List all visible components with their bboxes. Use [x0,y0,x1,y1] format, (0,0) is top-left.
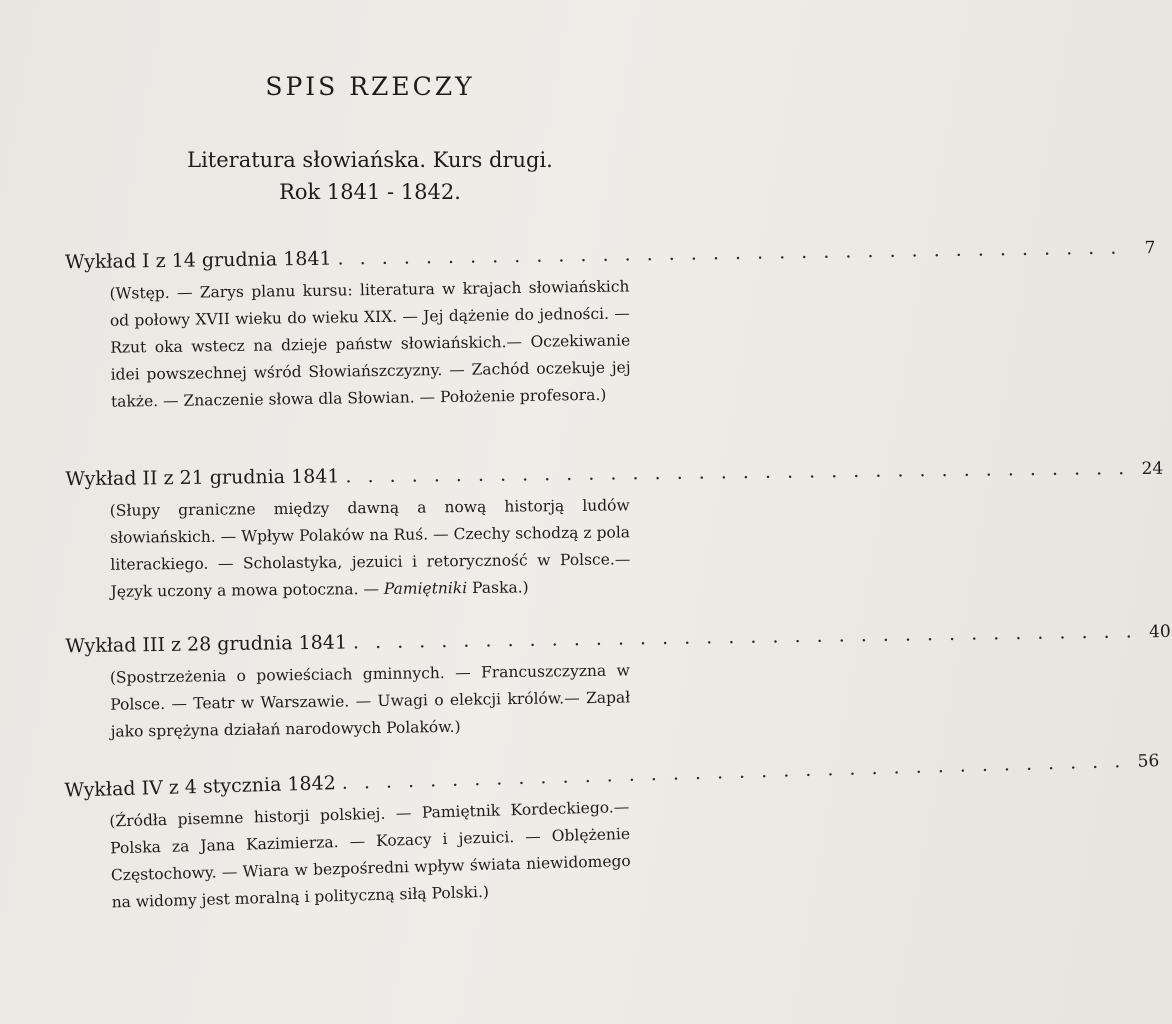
toc-entry-page-number: 7 [1144,238,1156,259]
toc-entry-page-number: 40 [1148,621,1171,643]
subtitle-line-1: Literatura słowiańska. Kurs drugi. [187,148,553,172]
toc-entry-label: Wykład IV z 4 stycznia 1842 [64,772,337,802]
leader-dots: . . . . . . . . . . . . . . . . . . . . . . . . . . . . . . . . . . . . [345,457,1130,488]
description-text: (Słupy graniczne między dawną a nową historją ludów słowiańskich. — Wpływ Polaków na Ruś. — Czechy schodzą z pola literackiego. — Scholastyka, jezuici i retoryczność w Polsce.— Język uczony a mowa potoczna. — [109,496,631,601]
toc-entry-description: (Spostrzeżenia o powieściach gminnych. — Francuszczyzna w Polsce. — Teatr w Warszawie. — Uwagi o elekcji królów.— Zapał jako sprężyna działań narodowych Polaków.) [109,661,631,741]
subtitle-line-2: Rok 1841 - 1842. [279,180,461,204]
toc-entry-1 [64,236,1156,417]
toc-entry-description: (Wstęp. — Zarys planu kursu: literatura w krajach słowiańskich od połowy XVII wieku do wieku XIX. — Jej dążenie do jedności. — Rzut oka wstecz na dzieje państw słowiańskich.— Oczekiwanie idei powszechnej wśród Słowiańszczyzny. — Zachód oczekuje jej także. — Znaczenie słowa dla Słowian. — Położenie profesora.) [109,277,631,411]
toc-entry-description: (Źródła pisemne historji polskiej. — Pamiętnik Kordeckiego.— Polska za Jana Kazimierza. — Kozacy i jezuici. — Oblężenie Częstochowy. — Wiara w bezpośredni wpływ świata niewidomego na widomy jest moralną i polityczną siłą Polski.) [109,797,631,912]
toc-entry-heading [65,620,1171,662]
course-subtitle [0,144,740,208]
description-text-end: Paska.) [467,578,529,598]
toc-entry-heading [65,457,1164,494]
page-title: SPIS RZECZY [265,72,475,101]
toc-entry-label: Wykład III z 28 grudnia 1841 [65,631,348,658]
toc-entry-label: Wykład II z 21 grudnia 1841 [65,465,340,491]
description-italic-title: Pamiętniki [383,579,468,598]
toc-entry-description [110,492,631,605]
toc-entry-4 [64,750,1160,917]
toc-entry-page-number: 24 [1141,458,1164,479]
toc-entry-2 [65,457,1164,606]
toc-entry-3 [65,620,1171,747]
leader-dots: . . . . . . . . . . . . . . . . . . . . . . . . . . . . . . . . . . . . [341,750,1126,794]
leader-dots: . . . . . . . . . . . . . . . . . . . . . . . . . . . . . . . . . . . . [337,236,1122,270]
leader-dots: . . . . . . . . . . . . . . . . . . . . . . . . . . . . . . . . . . . . [352,620,1137,654]
toc-entry-label: Wykład I z 14 grudnia 1841 [64,247,332,274]
toc-entry-heading [64,236,1156,278]
toc-entry-page-number: 56 [1137,751,1160,772]
